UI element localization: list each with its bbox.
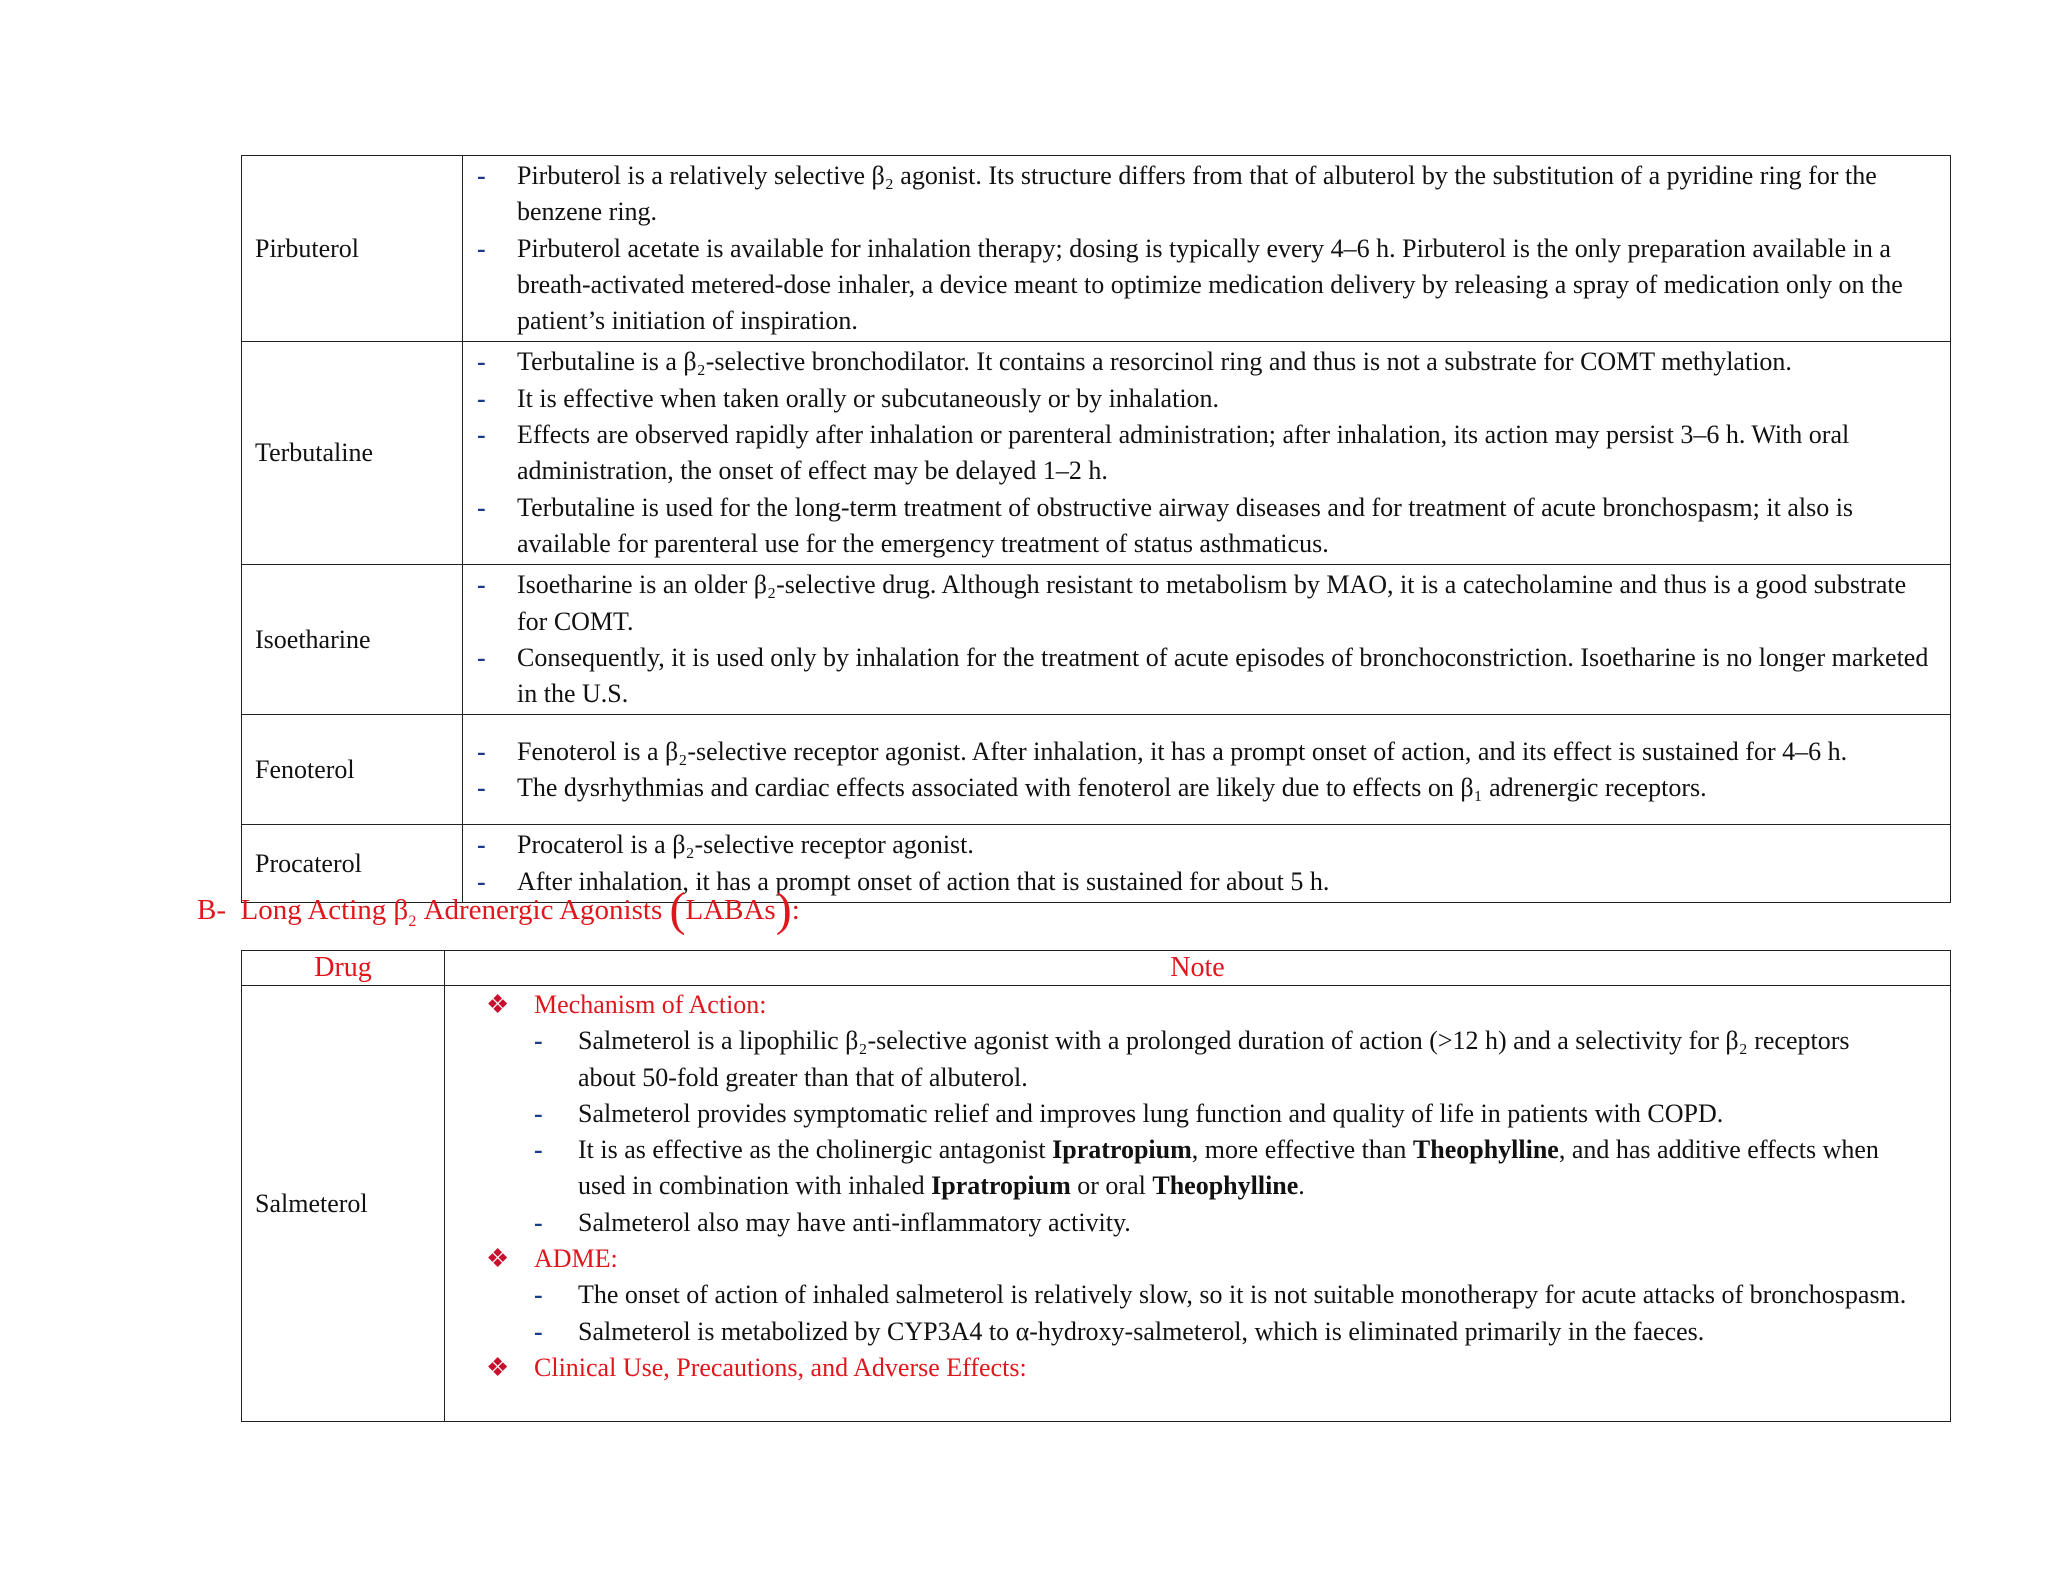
table-row [242,986,1951,1422]
list-item: - It is effective when taken orally or subcutaneously or by inhalation. [477,381,1938,417]
list-item: - Pirbuterol acetate is available for inhalation therapy; dosing is typically every 4–6 h. Pirbuterol is the only preparation available in a breath-activated metered-dose inhaler, a device meant to optimize medication delivery by releasing a spray of medication only on the patient’s initiation of inspiration. [477,231,1938,340]
drug-name-cell: Pirbuterol [242,156,463,342]
laba-table [241,950,1951,1422]
list-item: - After inhalation, it has a prompt onset of action that is sustained for about 5 h. [477,864,1938,900]
table-row [242,565,1951,715]
list-item: - Isoetharine is an older β₂-selective drug. Although resistant to metabolism by MAO, it is a catecholamine and thus is a good substrate for COMT. [477,567,1938,640]
header-note: Note [445,951,1951,986]
section-mechanism: ❖ Mechanism of Action: [455,987,1910,1023]
list-item: - Salmeterol provides symptomatic relief and improves lung function and quality of life in patients with COPD. [534,1096,1910,1132]
list-item: - Terbutaline is a β₂-selective bronchodilator. It contains a resorcinol ring and thus is not a substrate for COMT methylation. [477,344,1938,380]
beta2-agonist-table [241,155,1951,903]
drug-name-cell: Procaterol [242,825,463,903]
list-item: - The onset of action of inhaled salmeterol is relatively slow, so it is not suitable monotherapy for acute attacks of bronchospasm. [534,1277,1910,1313]
drug-name-cell: Terbutaline [242,342,463,565]
list-item: - It is as effective as the cholinergic antagonist Ipratropium, more effective than Theophylline, and has additive effects when used in combination with inhaled Ipratropium or oral Theophylline. [534,1132,1910,1205]
table-header-row [242,951,1951,986]
list-item: - Salmeterol is metabolized by CYP3A4 to α-hydroxy-salmeterol, which is eliminated primarily in the faeces. [534,1314,1910,1350]
list-item: - Consequently, it is used only by inhalation for the treatment of acute episodes of bronchoconstriction. Isoetharine is no longer marketed in the U.S. [477,640,1938,713]
list-item: - The dysrhythmias and cardiac effects associated with fenoterol are likely due to effects on β₁ adrenergic receptors. [477,770,1938,806]
diamond-bullet-icon: ❖ [486,990,510,1019]
list-item: - Pirbuterol is a relatively selective β₂ agonist. Its structure differs from that of albuterol by the substitution of a pyridine ring for the benzene ring. [477,158,1938,231]
table-row [242,715,1951,825]
list-item: - Effects are observed rapidly after inhalation or parenteral administration; after inhalation, its action may persist 3–6 h. With oral administration, the onset of effect may be delayed 1–2 h. [477,417,1938,490]
list-item: - Salmeterol also may have anti-inflammatory activity. [534,1205,1910,1241]
list-item: - Procaterol is a β₂-selective receptor agonist. [477,827,1938,863]
list-item: - Salmeterol is a lipophilic β₂-selective agonist with a prolonged duration of action (>12 h) and a selectivity for β₂ receptors about 50-fold greater than that of albuterol. [534,1023,1910,1096]
section-adme: ❖ ADME: [455,1241,1910,1277]
list-item: - Fenoterol is a β₂-selective receptor agonist. After inhalation, it has a prompt onset of action, and its effect is sustained for 4–6 h. [477,734,1938,770]
diamond-bullet-icon: ❖ [486,1352,510,1382]
section-clinical-use: ❖ Clinical Use, Precautions, and Adverse Effects: [455,1350,1910,1386]
table-row [242,156,1951,342]
drug-name-cell: Salmeterol [242,986,445,1422]
diamond-bullet-icon: ❖ [486,1244,510,1274]
header-drug: Drug [242,951,445,986]
section-heading: B- Long Acting $\beta_2$ Adrenergic Agonists (LABAs): [197,883,800,936]
list-item: - Terbutaline is used for the long-term treatment of obstructive airway diseases and for treatment of acute bronchospasm; it also is available for parenteral use for the emergency treatment of status asthmaticus. [477,490,1938,563]
drug-name-cell: Isoetharine [242,565,463,715]
drug-name-cell: Fenoterol [242,715,463,825]
table-row [242,342,1951,565]
